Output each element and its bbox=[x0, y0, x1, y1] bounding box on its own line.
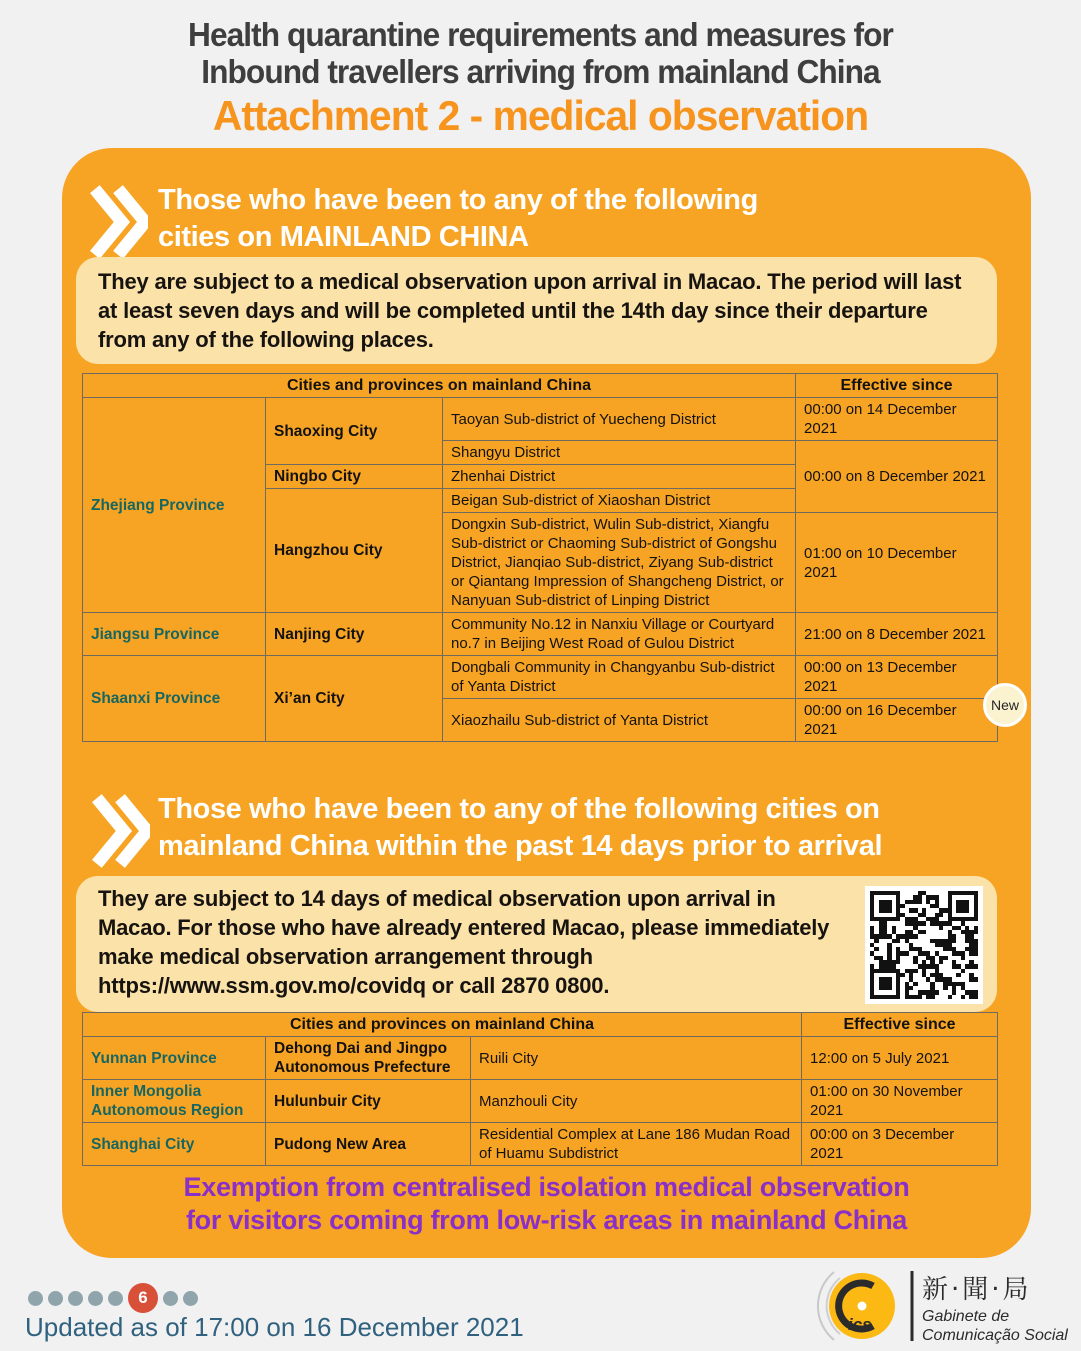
new-badge: New bbox=[983, 683, 1027, 727]
district-cell: Community No.12 in Nanxiu Village or Courtyard no.7 in Beijing West Road of Gulou District bbox=[443, 613, 796, 656]
col-header-effective: Effective since bbox=[796, 374, 998, 398]
city-cell: Hangzhou City bbox=[266, 489, 443, 613]
district-cell: Ruili City bbox=[471, 1037, 802, 1080]
district-cell: Taoyan Sub-district of Yuecheng District bbox=[443, 398, 796, 441]
logo-chinese-name: 新‧聞‧局 bbox=[922, 1275, 1032, 1305]
page-dot bbox=[108, 1291, 123, 1306]
effective-cell: 01:00 on 30 November 2021 bbox=[802, 1080, 998, 1123]
section2-heading-line1: Those who have been to any of the following cities on bbox=[158, 793, 880, 825]
page-dot bbox=[163, 1291, 178, 1306]
page-dot bbox=[88, 1291, 103, 1306]
city-cell: Pudong New Area bbox=[266, 1123, 471, 1166]
logo-pt-line1: Gabinete de bbox=[922, 1308, 1010, 1325]
section1-heading-line1: Those who have been to any of the following bbox=[158, 184, 758, 216]
city-cell: Shaoxing City bbox=[266, 398, 443, 465]
effective-cell: 00:00 on 8 December 2021 bbox=[796, 441, 998, 513]
page-dot bbox=[48, 1291, 63, 1306]
city-cell: Xi’an City bbox=[266, 656, 443, 742]
table-row bbox=[83, 398, 998, 441]
logo-abbr: ics bbox=[848, 1315, 872, 1334]
table-header-row bbox=[83, 1013, 998, 1037]
district-cell: Xiaozhailu Sub-district of Yanta District bbox=[443, 699, 796, 742]
section2-note-text: They are subject to 14 days of medical observation upon arrival in Macao. For those who have already entered Macao, please immediately make medical observation arrangement through https://www.ssm.gov.mo/covidq or call 2870 0800. bbox=[98, 886, 830, 998]
double-chevron-icon bbox=[92, 793, 150, 869]
city-cell: Nanjing City bbox=[266, 613, 443, 656]
table-row bbox=[83, 1123, 998, 1166]
section1-note-text: They are subject to a medical observation upon arrival in Macao. The period will last at least seven days and will be completed until the 14th day since their departure from any of the following places. bbox=[98, 269, 962, 352]
col-header-cities: Cities and provinces on mainland China bbox=[83, 374, 796, 398]
effective-cell: 00:00 on 13 December 2021 bbox=[796, 656, 998, 699]
gcs-logo bbox=[788, 1262, 1078, 1348]
page-dot-current: 6 bbox=[128, 1283, 158, 1313]
district-cell: Dongbali Community in Changyanbu Sub-district of Yanta District bbox=[443, 656, 796, 699]
district-cell: Beigan Sub-district of Xiaoshan District bbox=[443, 489, 796, 513]
section1-note-box bbox=[76, 257, 997, 364]
page-dot bbox=[28, 1291, 43, 1306]
table-row bbox=[83, 1037, 998, 1080]
col-header-cities: Cities and provinces on mainland China bbox=[83, 1013, 802, 1037]
double-chevron-icon bbox=[90, 184, 148, 260]
page-dot bbox=[183, 1291, 198, 1306]
mainland-cities-table-1 bbox=[82, 373, 998, 742]
logo-disc-icon bbox=[829, 1273, 895, 1339]
city-cell: Hulunbuir City bbox=[266, 1080, 471, 1123]
col-header-effective: Effective since bbox=[802, 1013, 998, 1037]
effective-cell: 00:00 on 14 December 2021 bbox=[796, 398, 998, 441]
province-cell: Yunnan Province bbox=[83, 1037, 266, 1080]
section1-heading-line2: cities on MAINLAND CHINA bbox=[158, 221, 529, 253]
effective-cell: 21:00 on 8 December 2021 bbox=[796, 613, 998, 656]
province-cell: Zhejiang Province bbox=[83, 398, 266, 613]
logo-pt-line2: Comunicação Social bbox=[922, 1327, 1068, 1344]
exemption-line1: Exemption from centralised isolation medical observation bbox=[183, 1172, 910, 1202]
city-cell: Dehong Dai and Jingpo Autonomous Prefecture bbox=[266, 1037, 471, 1080]
effective-cell: 12:00 on 5 July 2021 bbox=[802, 1037, 998, 1080]
province-cell: Jiangsu Province bbox=[83, 613, 266, 656]
section2-note-box bbox=[76, 876, 997, 1012]
page-title-line2: Inbound travellers arriving from mainland China bbox=[201, 53, 880, 90]
attachment-subtitle: Attachment 2 - medical observation bbox=[212, 92, 869, 139]
district-cell: Manzhouli City bbox=[471, 1080, 802, 1123]
page-dots bbox=[28, 1282, 198, 1314]
table-row bbox=[83, 1080, 998, 1123]
effective-cell: 01:00 on 10 December 2021 bbox=[796, 513, 998, 613]
effective-cell: 00:00 on 3 December 2021 bbox=[802, 1123, 998, 1166]
effective-cell: 00:00 on 16 December 2021 bbox=[796, 699, 998, 742]
province-cell: Shaanxi Province bbox=[83, 656, 266, 742]
district-cell: Shangyu District bbox=[443, 441, 796, 465]
page-title-line1: Health quarantine requirements and measures for bbox=[188, 16, 893, 53]
updated-timestamp: Updated as of 17:00 on 16 December 2021 bbox=[25, 1312, 524, 1342]
qr-code bbox=[865, 886, 983, 1004]
exemption-line2: for visitors coming from low-risk areas in mainland China bbox=[185, 1205, 908, 1235]
district-cell: Residential Complex at Lane 186 Mudan Road of Huamu Subdistrict bbox=[471, 1123, 802, 1166]
mainland-cities-table-2 bbox=[82, 1012, 998, 1166]
province-cell: Shanghai City bbox=[83, 1123, 266, 1166]
city-cell: Ningbo City bbox=[266, 465, 443, 489]
table-row bbox=[83, 656, 998, 699]
table-row bbox=[83, 613, 998, 656]
district-cell: Zhenhai District bbox=[443, 465, 796, 489]
province-cell: Inner Mongolia Autonomous Region bbox=[83, 1080, 266, 1123]
table-header-row bbox=[83, 374, 998, 398]
section2-heading-line2: mainland China within the past 14 days prior to arrival bbox=[158, 830, 883, 862]
page-dot bbox=[68, 1291, 83, 1306]
district-cell: Dongxin Sub-district, Wulin Sub-district, Xiangfu Sub-district or Chaoming Sub-district of Gongshu District, Jianqiao Sub-district, Ziyang Sub-district or Qiantang Impression of Shangcheng District, or Nanyuan Sub-district of Linping District bbox=[443, 513, 796, 613]
